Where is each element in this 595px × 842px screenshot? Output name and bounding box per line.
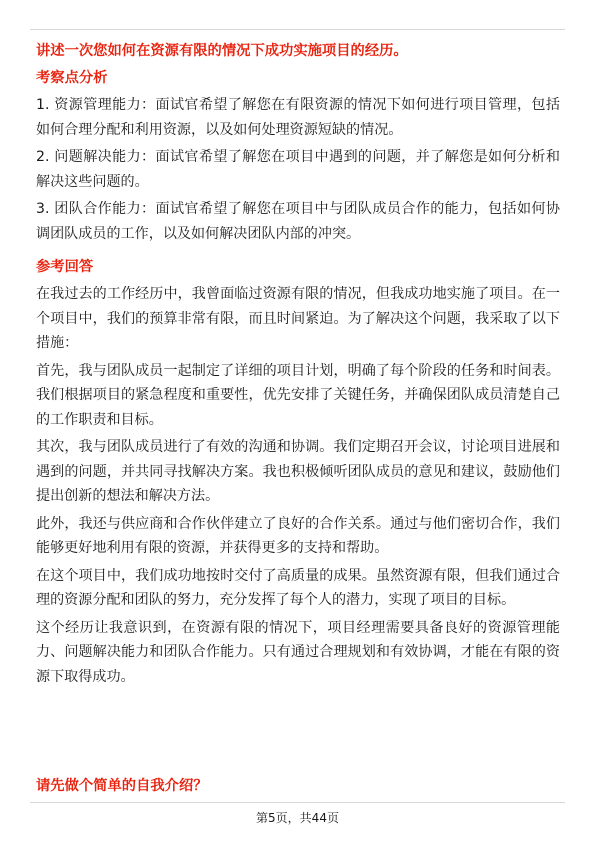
analysis-point: 3. 团队合作能力：面试官希望了解您在项目中与团队成员合作的能力，包括如何协调团队成员的工作，以及如何解决团队内部的冲突。: [36, 201, 560, 242]
analysis-point: 1. 资源管理能力：面试官希望了解您在有限资源的情况下如何进行项目管理，包括如何合理分配和利用资源，以及如何处理资源短缺的情况。: [36, 97, 560, 138]
answer-paragraph: 这个经历让我意识到，在资源有限的情况下，项目经理需要具备良好的资源管理能力、问题解决能力和团队合作能力。只有通过合理规划和有效协调，才能在有限的资源下取得成功。: [36, 619, 560, 685]
question-title: 讲述一次您如何在资源有限的情况下成功实施项目的经历。: [36, 43, 408, 59]
content-area: [36, 39, 560, 692]
analysis-point: 2. 问题解决能力：面试官希望了解您在项目中遇到的问题，并了解您是如何分析和解决这些问题的。: [36, 149, 560, 190]
answer-paragraph: 此外，我还与供应商和合作伙伴建立了良好的合作关系。通过与他们密切合作，我们能够更好地利用有限的资源，并获得更多的支持和帮助。: [36, 515, 560, 556]
top-divider: [30, 29, 565, 30]
analysis-heading: 考察点分析: [36, 70, 108, 86]
page-number: 第5页，共44页: [256, 811, 339, 825]
next-question-title: 请先做个简单的自我介绍？: [36, 778, 208, 794]
answer-paragraph: 首先，我与团队成员一起制定了详细的项目计划，明确了每个阶段的任务和时间表。我们根据项目的紧急程度和重要性，优先安排了关键任务，并确保团队成员清楚自己的工作职责和目标。: [36, 362, 560, 428]
answer-paragraph: 其次，我与团队成员进行了有效的沟通和协调。我们定期召开会议，讨论项目进展和遇到的问题，并共同寻找解决方案。我也积极倾听团队成员的意见和建议，鼓励他们提出创新的想法和解决方法。: [36, 439, 560, 504]
bottom-divider: [30, 802, 565, 803]
answer-paragraph: 在我过去的工作经历中，我曾面临过资源有限的情况，但我成功地实施了项目。在一个项目中，我们的预算非常有限，而且时间紧迫。为了解决这个问题，我采取了以下措施：: [36, 286, 560, 351]
answer-heading: 参考回答: [36, 259, 94, 275]
answer-paragraph: 在这个项目中，我们成功地按时交付了高质量的成果。虽然资源有限，但我们通过合理的资源分配和团队的努力，充分发挥了每个人的潜力，实现了项目的目标。: [36, 567, 560, 608]
